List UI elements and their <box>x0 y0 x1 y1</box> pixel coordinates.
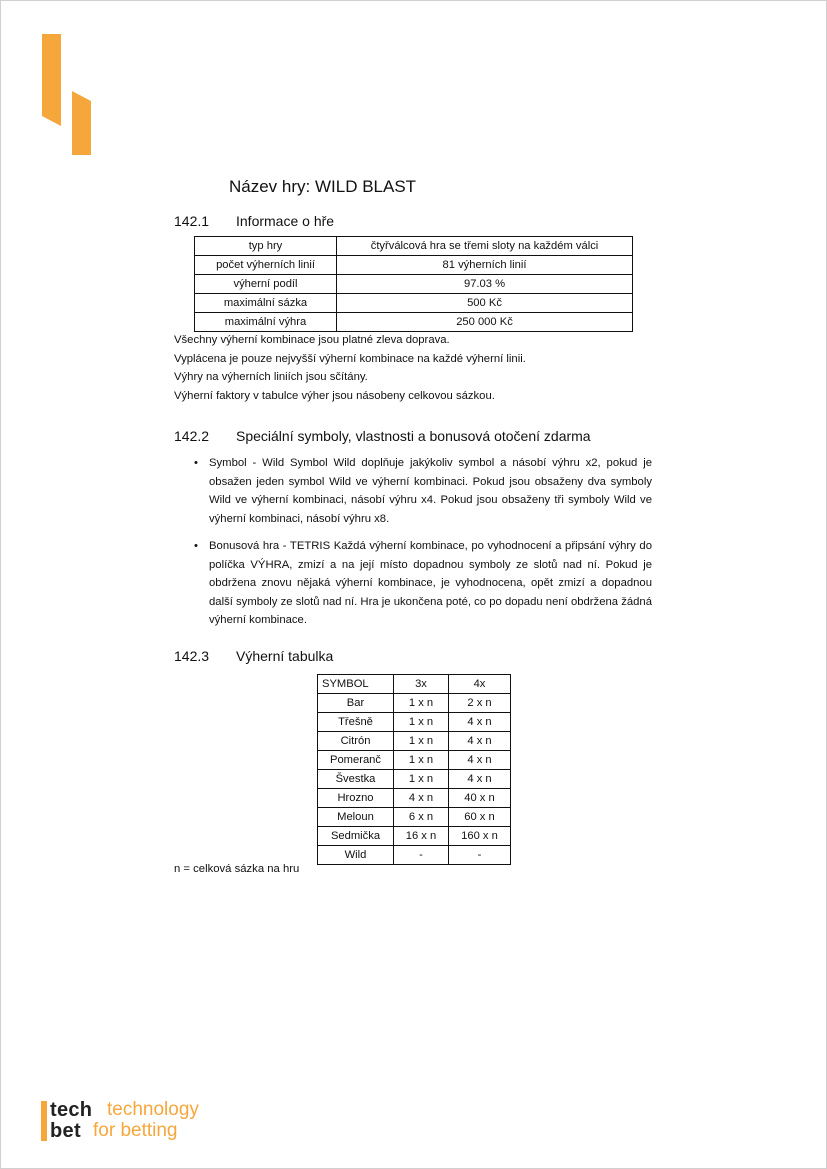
bullet-list <box>194 454 652 528</box>
payout-3x-cell: 1 x n <box>394 751 449 770</box>
payout-3x-cell: 4 x n <box>394 789 449 808</box>
techbet-mark-icon <box>41 34 93 156</box>
table-row <box>195 275 633 294</box>
payout-4x-cell: 2 x n <box>449 694 511 713</box>
table-row <box>195 256 633 275</box>
table-row <box>318 789 511 808</box>
brand-bar-icon <box>41 1101 47 1141</box>
table-row <box>318 808 511 827</box>
section-number: 142.2 <box>174 428 210 444</box>
info-value: 250 000 Kč <box>337 313 633 332</box>
payout-4x-cell: 40 x n <box>449 789 511 808</box>
column-header: 4x <box>449 675 511 694</box>
payout-4x-cell: 60 x n <box>449 808 511 827</box>
payout-4x-cell: 4 x n <box>449 770 511 789</box>
section-title: Speciální symboly, vlastnosti a bonusová otočení zdarma <box>236 428 591 444</box>
table-row <box>195 313 633 332</box>
symbol-cell: Bar <box>318 694 394 713</box>
note-line: Všechny výherní kombinace jsou platné zleva doprava. <box>174 334 450 346</box>
payout-3x-cell: 1 x n <box>394 732 449 751</box>
note-line: Výherní faktory v tabulce výher jsou násobeny celkovou sázkou. <box>174 389 495 402</box>
table-row <box>195 237 633 256</box>
bullet-list <box>194 537 652 630</box>
symbol-cell: Meloun <box>318 808 394 827</box>
section-title: Výherní tabulka <box>236 648 334 664</box>
symbol-cell: Třešně <box>318 713 394 732</box>
info-value: 97.03 % <box>337 275 633 294</box>
section-heading-special-symbols <box>174 428 591 444</box>
table-row <box>318 770 511 789</box>
section-heading-paytable <box>174 648 333 664</box>
info-key: typ hry <box>195 237 337 256</box>
info-value: 500 Kč <box>337 294 633 313</box>
payout-3x-cell: 6 x n <box>394 808 449 827</box>
section-title: Informace o hře <box>236 213 335 229</box>
document-title: Název hry: WILD BLAST <box>229 177 417 196</box>
section-number: 142.1 <box>174 213 210 229</box>
column-header: 3x <box>394 675 449 694</box>
bullet-icon: • <box>194 540 198 552</box>
section-number: 142.3 <box>174 648 210 664</box>
bullet-icon: • <box>194 457 198 469</box>
techbet-brand-logo <box>41 1099 241 1147</box>
paytable-footnote: n = celková sázka na hru <box>174 863 300 875</box>
symbol-cell: Wild <box>318 846 394 865</box>
payout-4x-cell: 4 x n <box>449 751 511 770</box>
payout-3x-cell: - <box>394 846 449 865</box>
info-key: maximální výhra <box>195 313 337 332</box>
info-key: výherní podíl <box>195 275 337 294</box>
symbol-cell: Citrón <box>318 732 394 751</box>
payout-3x-cell: 1 x n <box>394 770 449 789</box>
note-line: Vyplácena je pouze nejvyšší výherní kombinace na každé výherní linii. <box>174 352 526 365</box>
table-row <box>318 713 511 732</box>
payout-3x-cell: 1 x n <box>394 713 449 732</box>
game-info-table <box>194 236 633 332</box>
table-row <box>318 751 511 770</box>
table-row <box>318 694 511 713</box>
bullet-text: Bonusová hra - TETRIS Každá výherní kombinace, po vyhodnocení a připsání výhry do políčka VÝHRA, zmizí a na její místo dopadnou symboly ze slotů nad ní. Pokud je obdržena znovu nějaká výherní kombinace, je vyhodnocena, opět zmizí a dopadnou další symboly ze slotů nad ní. Hra je ukončena poté, co po dopadu není obdržena žádná výherní kombinace. <box>209 540 652 626</box>
payout-4x-cell: 4 x n <box>449 732 511 751</box>
column-header: SYMBOL <box>318 675 394 694</box>
section-heading-info <box>174 213 334 229</box>
rules-notes <box>174 331 526 405</box>
bullet-text: Symbol - Wild Symbol Wild doplňuje jakýkoliv symbol a násobí výhru x2, pokud je obsažen jeden symbol Wild ve výherní kombinaci. Pokud jsou obsaženy dva symboly Wild ve výherní kombinaci, násobí výhru x4. Pokud jsou obsaženy tři symboly Wild ve výherní kombinaci, násobí výhru x8. <box>209 457 652 525</box>
table-header-row <box>318 675 511 694</box>
payout-4x-cell: - <box>449 846 511 865</box>
brand-word-tech: tech <box>50 1099 93 1121</box>
table-row <box>318 846 511 865</box>
info-value: 81 výherních linií <box>337 256 633 275</box>
symbol-cell: Pomeranč <box>318 751 394 770</box>
note-line: Výhry na výherních liniích jsou sčítány. <box>174 371 368 383</box>
paytable <box>317 674 511 865</box>
symbol-cell: Švestka <box>318 770 394 789</box>
table-row <box>318 732 511 751</box>
brand-word-bet: bet <box>50 1120 81 1142</box>
info-key: maximální sázka <box>195 294 337 313</box>
table-row <box>195 294 633 313</box>
info-value: čtyřválcová hra se třemi sloty na každém válci <box>337 237 633 256</box>
brand-tagline-1: technology <box>107 1099 199 1120</box>
payout-3x-cell: 16 x n <box>394 827 449 846</box>
table-row <box>318 827 511 846</box>
payout-4x-cell: 4 x n <box>449 713 511 732</box>
info-key: počet výherních linií <box>195 256 337 275</box>
brand-tagline-2: for betting <box>93 1120 178 1141</box>
symbol-cell: Hrozno <box>318 789 394 808</box>
symbol-cell: Sedmička <box>318 827 394 846</box>
payout-4x-cell: 160 x n <box>449 827 511 846</box>
bullet-item-wild <box>194 454 652 528</box>
payout-3x-cell: 1 x n <box>394 694 449 713</box>
bullet-item-bonus <box>194 537 652 630</box>
